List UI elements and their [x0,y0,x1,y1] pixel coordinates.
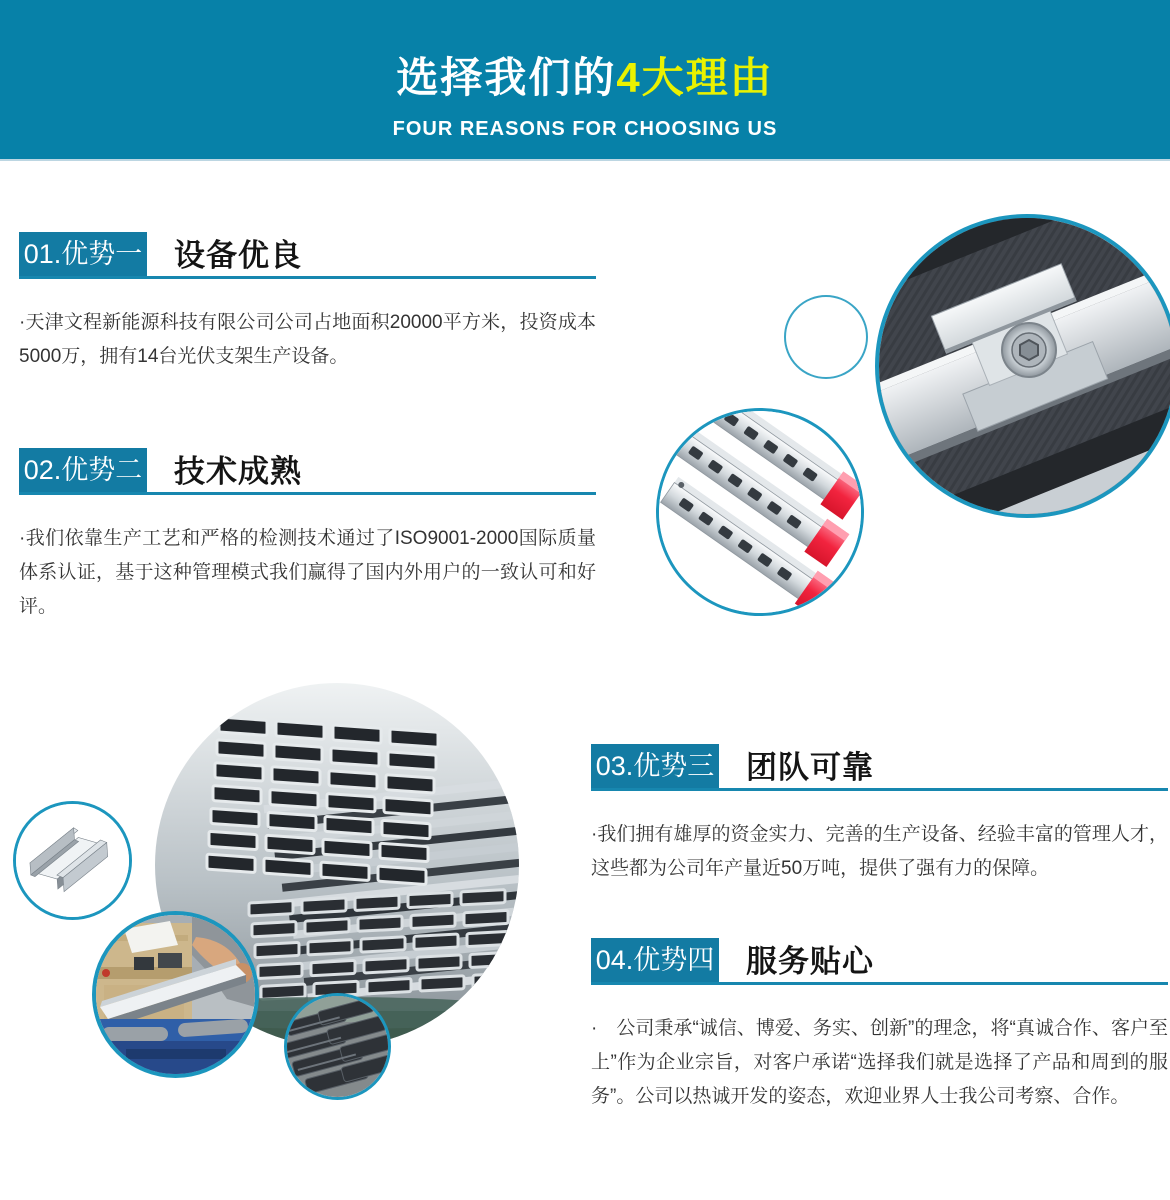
page-subtitle: FOUR REASONS FOR CHOOSING US [392,118,778,141]
page-title-highlight: 4大理由 [616,54,774,101]
advantage-4-body: · 公司秉承“诚信、博爱、务实、创新”的理念，将“真诚合作、客户至上”作为企业宗旨，对客户承诺“选择我们就是选择了产品和周到的服务”。公司以热诚开发的姿态，欢迎业界人士我公司考察、合作。 [591,1018,1168,1107]
advantage-section-2 [19,448,596,624]
photo-angle-steel-stack-circle [284,993,391,1100]
advantage-3-badge: 03.优势三 [591,744,719,788]
photo-angle-brackets-circle [656,408,864,616]
advantage-2-body: ·我们依靠生产工艺和严格的检测技术通过了ISO9001-2000国际质量体系认证，基于这种管理模式我们赢得了国内外用户的一致认可和好评。 [19,528,596,617]
advantage-section-3 [591,744,1168,886]
advantage-2-badge: 02.优势二 [19,448,147,492]
advantage-2-title: 技术成熟 [174,453,302,489]
u-channel-steel-profile-photo [16,804,129,917]
dark-angle-steel-bundles-photo [287,996,388,1097]
advantage-1-body: ·天津文程新能源科技有限公司公司占地面积20000平方米，投资成本5000万，拥有14台光伏支架生产设备。 [19,312,596,367]
advantage-1-title: 设备优良 [174,237,302,273]
advantage-1-badge: 01.优势一 [19,232,147,276]
advantage-section-4 [591,938,1168,1114]
advantage-section-1 [19,232,596,374]
section-2-header [19,448,596,495]
photo-solar-clamp-circle [875,214,1170,518]
advantage-4-badge: 04.优势四 [591,938,719,982]
photo-factory-worker-circle [92,911,259,1078]
section-1-header [19,232,596,279]
page-title [0,56,1170,100]
page-title-main: 选择我们的 [396,54,617,101]
advantage-4-title: 服务贴心 [746,943,874,979]
solar-rail-mid-clamp-photo [879,218,1170,514]
header-banner [0,0,1170,161]
section-4-header [591,938,1168,985]
section-3-header [591,744,1168,791]
photo-u-channel-circle [13,801,132,920]
factory-worker-bending-machine-photo [96,915,255,1074]
punched-angle-brackets-red-caps-photo [659,411,861,613]
advantage-3-title: 团队可靠 [746,749,874,785]
decorative-empty-circle [784,295,868,379]
advantage-3-body: ·我们拥有雄厚的资金实力、完善的生产设备、经验丰富的管理人才，这些都为公司年产量近50万吨，提供了强有力的保障。 [591,824,1168,879]
